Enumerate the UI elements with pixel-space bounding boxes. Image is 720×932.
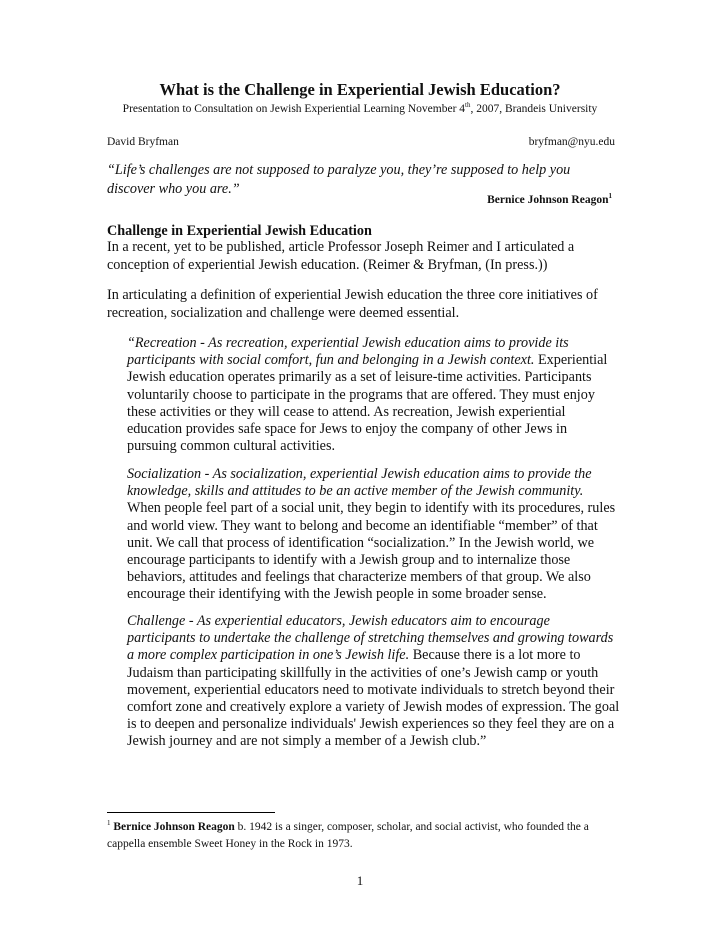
quote-recreation — [127, 335, 620, 455]
footnote-text: b. 1942 is a singer, composer, scholar, and social activist, who founded the a cappella ensemble Sweet Honey in the Rock in 1973. — [107, 821, 589, 850]
quote-challenge-body: Because there is a lot more to Judaism than participating skillfully in the activities of one’s Jewish camp or youth movement, experiential educators need to motivate individuals to stretch beyond their comfort zone and creatively explore a variety of Jewish modes of expression. The goal is to deepen and personalize individuals' Jewish experiences so they feel they are on a Jewish journey and are not simply a member of a Jewish club.” — [127, 647, 620, 750]
footnote — [107, 819, 612, 853]
document-subtitle — [0, 101, 720, 117]
subtitle-text-end: , 2007, Brandeis University — [470, 103, 598, 115]
epigraph-quote: “Life’s challenges are not supposed to paralyze you, they’re supposed to help you discover who you are.” — [107, 162, 571, 197]
subtitle-superscript: th — [465, 101, 471, 110]
author-name: David Bryfman — [107, 136, 179, 148]
author-row — [107, 134, 615, 150]
epigraph-attribution — [487, 192, 612, 208]
quote-socialization-lead: Socialization - As socialization, experiential Jewish education aims to provide the knowledge, skills and attitudes to be an active member of the Jewish community. — [127, 466, 592, 500]
attribution-name: Bernice Johnson Reagon — [487, 194, 609, 206]
quote-recreation-body: Experiential Jewish education operates primarily as a set of leisure-time activities. Participants voluntarily choose to participate in the programs that are offered. They must enjoy these activities or they will cease to attend. As recreation, Jewish experiential education provides safe space for Jews to enjoy the company of other Jews in pursuing common cultural activities. — [127, 352, 608, 455]
paragraph-intro: In a recent, yet to be published, article Professor Joseph Reimer and I articulated a conception of experiential Jewish education. (Reimer & Bryfman, (In press.)) — [107, 239, 575, 273]
section-heading: Challenge in Experiential Jewish Education — [107, 223, 372, 239]
document-title: What is the Challenge in Experiential Jewish Education? — [159, 80, 561, 99]
quote-socialization-body: When people feel part of a social unit, they begin to identify with its procedures, rules and world view. They want to belong and become an identifiable “member” of that unit. We call that process of identification “socialization.” In the Jewish world, we encourage participants to identify with a Jewish group and to internalize those behaviors, attitudes and feelings that characterize members of that group. We also encourage their identifying with the Jewish people in some broader sense. — [127, 500, 616, 603]
footnote-number: 1 — [107, 819, 111, 828]
page-number: 1 — [356, 873, 364, 888]
quote-challenge-lead: Challenge - As experiential educators, Jewish educators aim to encourage participants to undertake the challenge of stretching themselves and growing towards a more complex participation in one’s Jewish life. — [127, 613, 614, 664]
quote-recreation-lead: “Recreation - As recreation, experiential Jewish education aims to provide its participants with social comfort, fun and belonging in a Jewish context. — [127, 335, 569, 369]
footnote-name: Bernice Johnson Reagon — [113, 821, 235, 833]
quote-socialization — [127, 466, 620, 604]
footnote-reference: 1 — [608, 192, 612, 201]
paragraph-definition: In articulating a definition of experiential Jewish education the three core initiatives of recreation, socialization and challenge were deemed essential. — [107, 287, 598, 321]
quote-challenge — [127, 613, 620, 751]
footnote-divider — [107, 812, 275, 813]
subtitle-text: Presentation to Consultation on Jewish Experiential Learning November 4 — [122, 103, 466, 115]
author-email: bryfman@nyu.edu — [528, 136, 615, 148]
